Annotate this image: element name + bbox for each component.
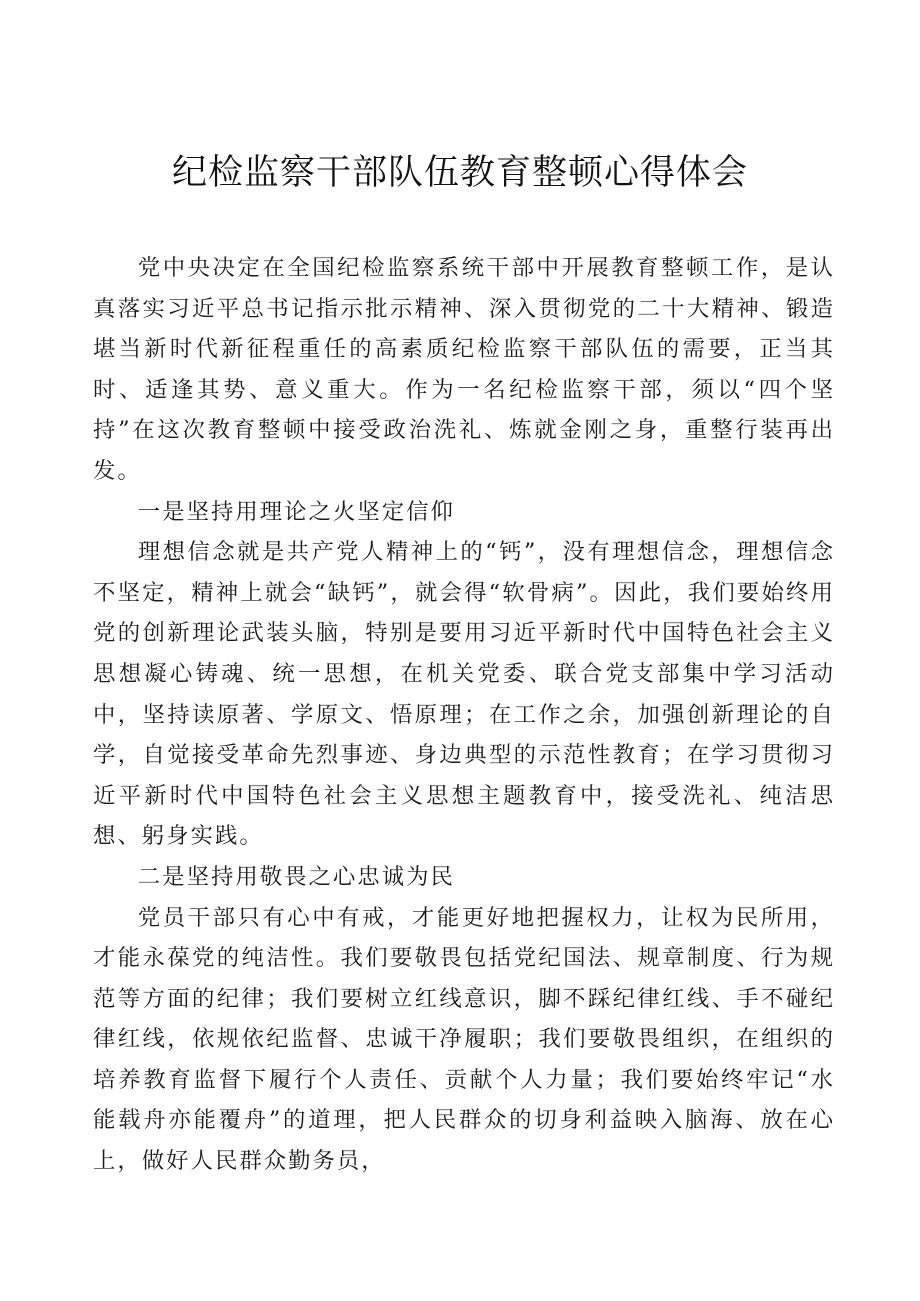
section-one-paragraph: 理想信念就是共产党人精神上的“钙”，没有理想信念，理想信念不坚定，精神上就会“缺钙”，就会得“软骨病”。因此，我们要始终用党的创新理论武装头脑，特别是要用习近平新时代中国特色社会主义思想凝心铸魂、统一思想，在机关党委、联合党支部集中学习活动中，坚持读原著、学原文、悟原理；在工作之余，加强创新理论的自学，自觉接受革命先烈事迹、身边典型的示范性教育；在学习贯彻习近平新时代中国特色社会主义思想主题教育中，接受洗礼、纯洁思想、躬身实践。 bbox=[93, 539, 835, 850]
section-two-paragraph: 党员干部只有心中有戒，才能更好地把握权力，让权为民所用，才能永葆党的纯洁性。我们要敬畏包括党纪国法、规章制度、行为规范等方面的纪律；我们要树立红线意识，脚不踩纪律红线、手不碰纪律红线，依规依纪监督、忠诚干净履职；我们要敬畏组织，在组织的培养教育监督下履行个人责任、贡献个人力量；我们要始终牢记“水能载舟亦能覆舟”的道理，把人民群众的切身利益映入脑海、放在心上，做好人民群众勤务员， bbox=[93, 904, 835, 1175]
section-heading-two: 二是坚持用敬畏之心忠诚为民 bbox=[137, 863, 455, 890]
intro-paragraph: 党中央决定在全国纪检监察系统干部中开展教育整顿工作，是认真落实习近平总书记指示批示精神、深入贯彻党的二十大精神、锻造堪当新时代新征程重任的高素质纪检监察干部队伍的需要，正当其时、适逢其势、意义重大。作为一名纪检监察干部，须以“四个坚持”在这次教育整顿中接受政治洗礼、炼就金刚之身，重整行装再出发。 bbox=[93, 255, 835, 484]
section-heading-one: 一是坚持用理论之火坚定信仰 bbox=[137, 498, 455, 525]
document-title: 纪检监察干部队伍教育整顿心得体会 bbox=[171, 153, 748, 193]
document-body bbox=[93, 248, 835, 1182]
